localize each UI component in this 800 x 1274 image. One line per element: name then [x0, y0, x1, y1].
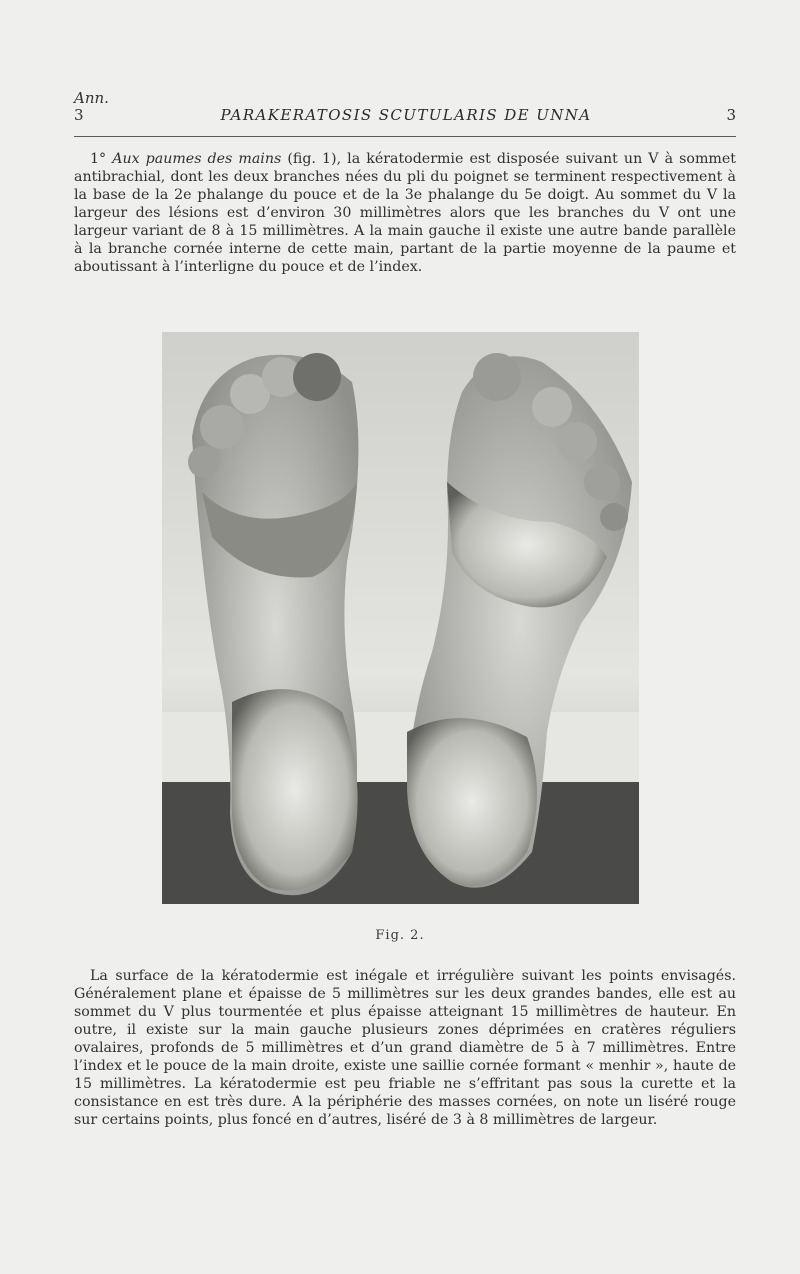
- volume-number: 3: [74, 106, 84, 124]
- journal-abbrev-text: Ann.: [74, 89, 109, 107]
- running-header: [74, 103, 738, 129]
- running-title: PARAKERATOSIS SCUTULARIS DE UNNA: [220, 106, 592, 124]
- paragraph-body: (fig. 1), la kératodermie est disposée suivant un V à sommet antibrachial, dont les deux branches nées du pli du poignet se terminent respectivement à la base de la 2e phalange du pouce et de la 3e phalange du 5e doigt. Au sommet du V la largeur des lésions est d’environ 30 millimètres alors que les branches du V ont une largeur variant de 8 à 15 millimètres. A la main gauche il existe une autre bande parallèle à la branche cornée interne de cette main, partant de la partie moyenne de la paume et aboutissant à l’interligne du pouce et de l’index.: [74, 151, 736, 275]
- figure-photograph: [162, 332, 639, 904]
- header-rule: [74, 136, 736, 137]
- paragraph-surface: La surface de la kératodermie est inégale et irrégulière suivant les points envisagés. Généralement plane et épaisse de 5 millimètres sur les deux grandes bandes, elle est au sommet du V plus tourmentée et plus épaisse atteignant 15 millimètres de hauteur. En outre, il existe sur la main gauche plusieurs zones déprimées en cratères réguliers ovalaires, profonds de 5 millimètres et d’un grand diamètre de 5 à 7 millimètres. Entre l’index et le pouce de la main droite, existe une saillie cornée formant « menhir », haute de 15 millimètres. La kératodermie est peu friable ne s’effritant pas sous la curette et la consistance en est très dure. A la périphérie des masses cornées, on note un liséré rouge sur certains points, plus foncé en d’autres, liséré de 3 à 8 millimètres de largeur.: [74, 968, 736, 1128]
- page-number: 3: [726, 106, 736, 124]
- paragraph-lead: 1°: [90, 151, 113, 167]
- figure-caption: Fig. 2.: [375, 928, 425, 943]
- paragraph-palms: [74, 150, 736, 276]
- paragraph-italic-heading: Aux paumes des mains: [112, 151, 282, 167]
- feet-photograph: [162, 332, 639, 904]
